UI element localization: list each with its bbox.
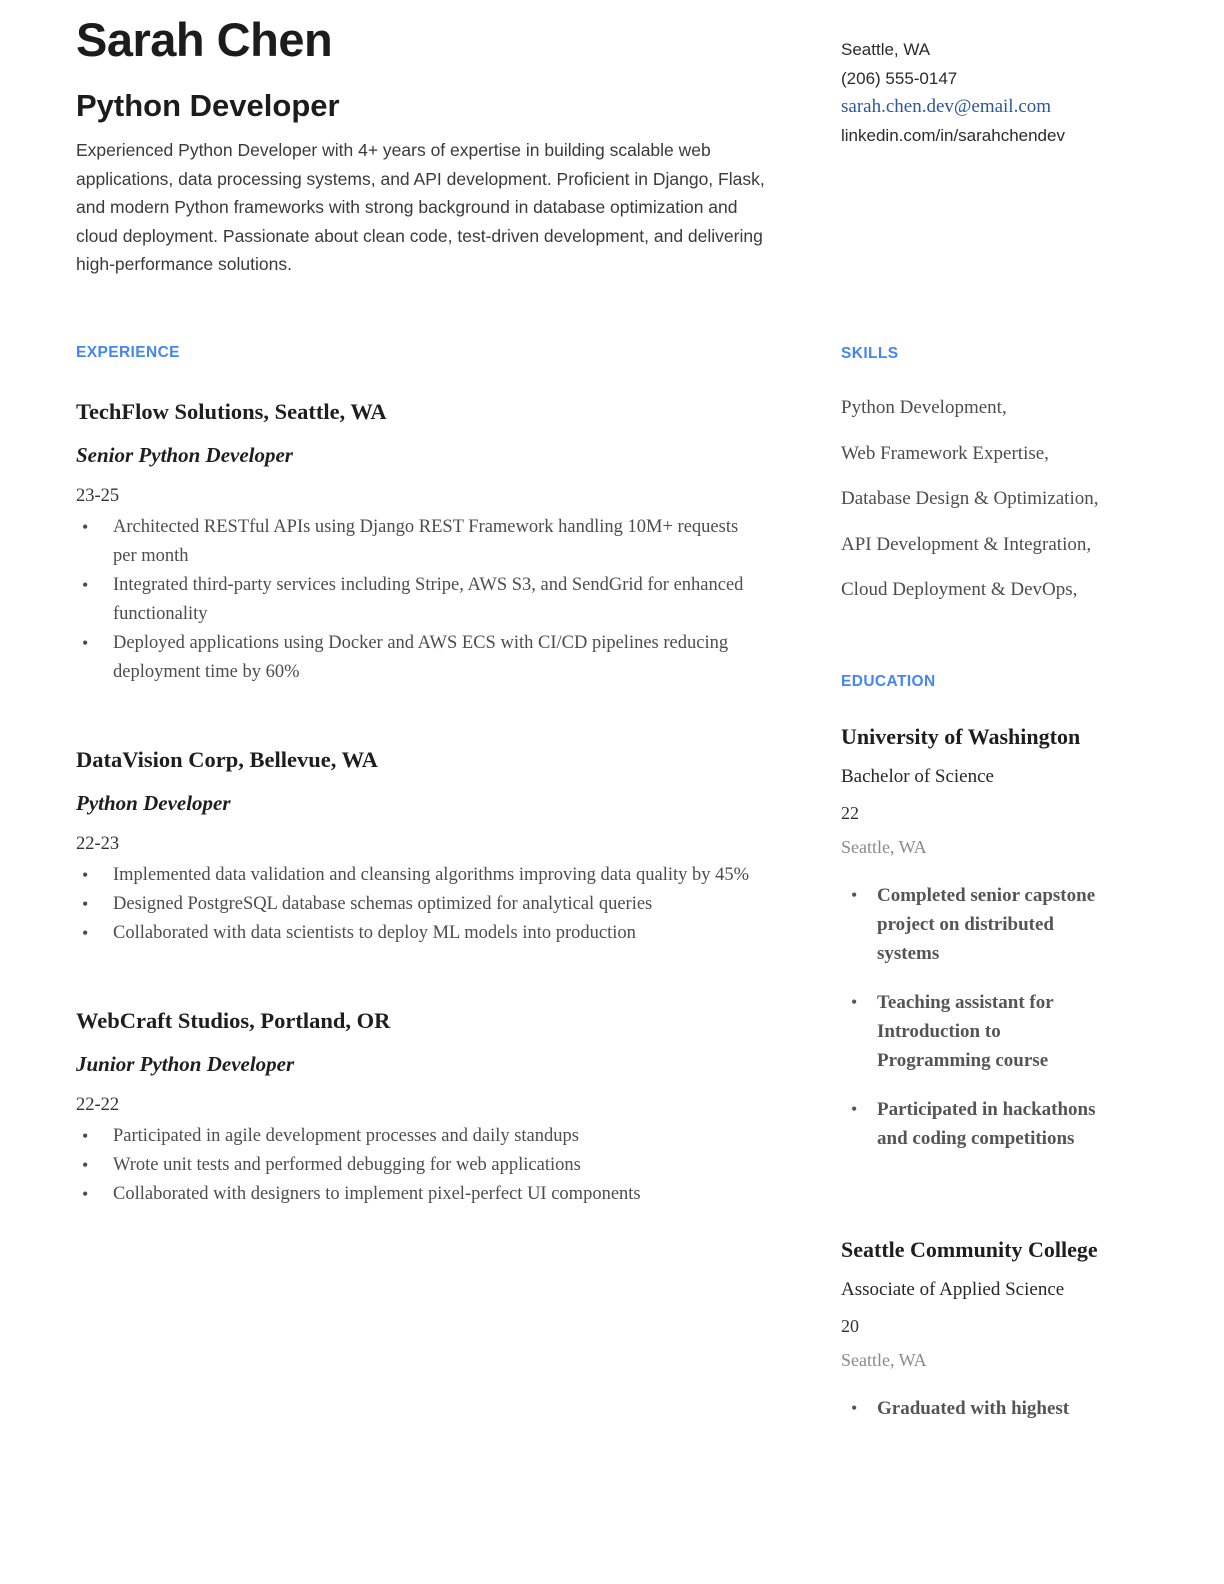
degree-name: Associate of Applied Science	[841, 1278, 1065, 1300]
school-bullet-list	[841, 1394, 1111, 1423]
person-title: Python Developer	[76, 88, 340, 123]
school-location: Seattle, WA	[841, 836, 927, 857]
bullet-item: • Collaborated with designers to implement pixel-perfect UI components	[76, 1180, 766, 1209]
bullet-item: • Collaborated with data scientists to deploy ML models into production	[76, 919, 766, 948]
contact-phone: (206) 555-0147	[841, 68, 958, 88]
person-name: Sarah Chen	[76, 13, 333, 66]
summary-text: Experienced Python Developer with 4+ years of expertise in building scalable web applications, data processing systems, and API development. Proficient in Django, Flask, and modern Python frameworks with strong background in database optimization and cloud deployment. Passionate about clean code, test-driven development, and delivering high-performance solutions.	[76, 140, 765, 275]
job-entry-datavision	[76, 745, 782, 948]
education-heading: EDUCATION	[841, 672, 936, 690]
bullet-item: • Participated in hackathons and coding competitions	[841, 1095, 1111, 1153]
skills-heading: SKILLS	[841, 345, 899, 362]
sidebar-column	[841, 36, 1111, 1443]
job-entry-techflow	[76, 397, 782, 687]
contact-location: Seattle, WA	[841, 40, 931, 59]
skill-item: Cloud Deployment & DevOps,	[841, 579, 1078, 600]
bullet-item: • Integrated third-party services including Stripe, AWS S3, and SendGrid for enhanced functionality	[76, 571, 766, 629]
job-bullet-list	[76, 1122, 766, 1209]
skill-item: Database Design & Optimization,	[841, 488, 1099, 509]
bullet-item: • Architected RESTful APIs using Django REST Framework handling 10M+ requests per month	[76, 513, 766, 571]
bullet-item: • Completed senior capstone project on distributed systems	[841, 881, 1111, 968]
bullet-item: • Implemented data validation and cleansing algorithms improving data quality by 45%	[76, 861, 766, 890]
skill-item: Python Development,	[841, 397, 1007, 418]
company-name: DataVision Corp, Bellevue, WA	[76, 746, 378, 772]
contact-email-link[interactable]: sarah.chen.dev@email.com	[841, 96, 1052, 117]
main-column	[76, 14, 782, 1209]
institution-name: University of Washington	[841, 723, 1081, 749]
role-title: Senior Python Developer	[76, 442, 293, 467]
graduation-year: 22	[841, 802, 859, 823]
job-dates: 22-23	[76, 833, 120, 854]
graduation-year: 20	[841, 1315, 859, 1336]
contact-block	[841, 36, 1111, 150]
job-bullet-list	[76, 513, 766, 687]
company-name: WebCraft Studios, Portland, OR	[76, 1007, 391, 1033]
job-entry-webcraft	[76, 1006, 782, 1209]
skills-list	[841, 396, 1111, 602]
bullet-item: • Graduated with highest	[841, 1394, 1111, 1423]
skill-item: API Development & Integration,	[841, 533, 1092, 555]
job-bullet-list	[76, 861, 766, 948]
bullet-item: • Teaching assistant for Introduction to Programming course	[841, 988, 1111, 1075]
job-dates: 22-22	[76, 1094, 120, 1115]
bullet-item: • Designed PostgreSQL database schemas optimized for analytical queries	[76, 890, 766, 919]
role-title: Junior Python Developer	[76, 1051, 295, 1076]
school-bullet-list	[841, 881, 1111, 1153]
company-name: TechFlow Solutions, Seattle, WA	[76, 398, 387, 424]
bullet-item: • Participated in agile development processes and daily standups	[76, 1122, 766, 1151]
skill-item: Web Framework Expertise,	[841, 442, 1049, 464]
bullet-item: • Wrote unit tests and performed debugging for web applications	[76, 1151, 766, 1180]
experience-heading: EXPERIENCE	[76, 343, 180, 361]
school-entry-uw	[841, 722, 1111, 1153]
school-entry-scc	[841, 1235, 1111, 1423]
bullet-item: • Deployed applications using Docker and AWS ECS with CI/CD pipelines reducing deployment time by 60%	[76, 629, 766, 687]
job-dates: 23-25	[76, 485, 120, 506]
institution-name: Seattle Community College	[841, 1236, 1098, 1262]
degree-name: Bachelor of Science	[841, 765, 994, 787]
role-title: Python Developer	[76, 790, 231, 815]
contact-linkedin: linkedin.com/in/sarahchendev	[841, 125, 1065, 145]
school-location: Seattle, WA	[841, 1349, 927, 1370]
